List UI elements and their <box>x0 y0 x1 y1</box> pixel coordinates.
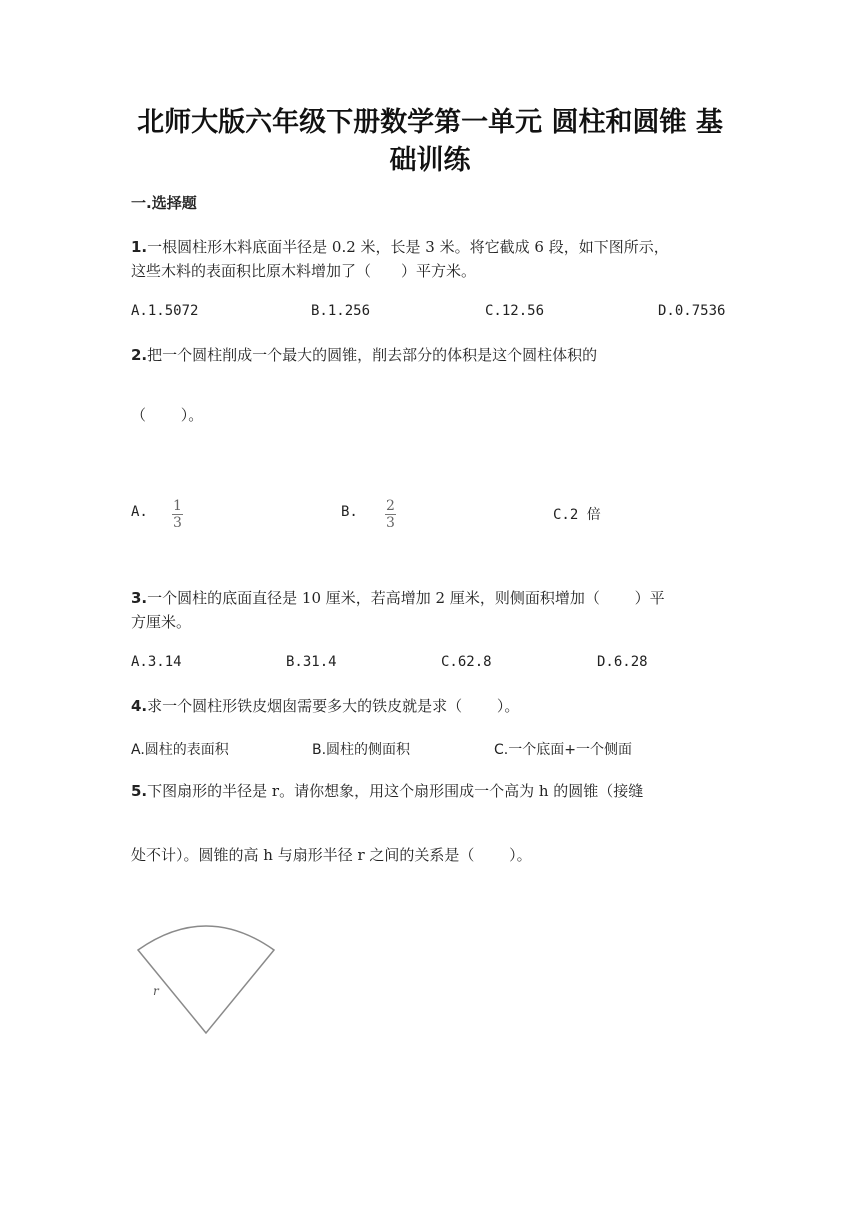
question-text: 一根圆柱形木料底面半径是 0.2 米，长是 3 米。将它截成 6 段，如下图所示， <box>147 238 669 256</box>
document-title <box>100 104 760 180</box>
question-text: 这些木料的表面积比原木料增加了（ ）平方米。 <box>131 262 477 280</box>
fraction-two-thirds <box>385 495 396 530</box>
question-text: 一个圆柱的底面直径是 10 厘米，若高增加 2 厘米，则侧面积增加（ ）平 <box>147 589 665 607</box>
option-c[interactable]: C.12.56 <box>485 303 545 319</box>
question-1 <box>131 235 731 283</box>
section-heading: 一.选择题 <box>131 194 197 212</box>
question-2 <box>131 343 731 367</box>
option-d[interactable]: D.6.28 <box>597 654 648 670</box>
sector-outline <box>138 926 274 1033</box>
title-line-1: 北师大版六年级下册数学第一单元 圆柱和圆锥 基 <box>137 107 723 138</box>
question-3 <box>131 586 731 634</box>
fraction-numerator: 1 <box>173 498 182 514</box>
question-text: 下图扇形的半径是 r。请你想象，用这个扇形围成一个高为 h 的圆锥（接缝 <box>147 782 644 800</box>
option-a[interactable]: A.1.5072 <box>131 303 199 319</box>
question-number: 5. <box>131 782 148 800</box>
option-b[interactable] <box>341 504 358 520</box>
question-5 <box>131 779 731 803</box>
question-text: 处不计）。圆锥的高 h 与扇形半径 r 之间的关系是（ ）。 <box>131 846 532 864</box>
question-number: 4. <box>131 697 148 715</box>
option-label: B. <box>341 504 358 520</box>
sector-figure <box>130 920 280 1040</box>
question-text: （ ）。 <box>131 406 204 424</box>
fraction-one-third <box>172 495 183 530</box>
option-a[interactable]: A.3.14 <box>131 654 182 670</box>
fraction-numerator: 2 <box>386 498 395 514</box>
option-b[interactable]: B.31.4 <box>286 654 337 670</box>
option-b[interactable]: B.圆柱的侧面积 <box>312 742 411 758</box>
option-b[interactable]: B.1.256 <box>311 303 371 319</box>
radius-label: r <box>153 984 159 998</box>
option-c[interactable]: C.2 倍 <box>553 507 601 523</box>
option-d[interactable]: D.0.7536 <box>658 303 726 319</box>
question-number: 3. <box>131 589 148 607</box>
question-number: 2. <box>131 346 148 364</box>
fraction-denominator: 3 <box>386 515 395 531</box>
option-a[interactable] <box>131 504 148 520</box>
question-4 <box>131 694 731 718</box>
option-c[interactable]: C.一个底面+一个侧面 <box>494 742 632 758</box>
fraction-denominator: 3 <box>173 515 182 531</box>
option-a[interactable]: A.圆柱的表面积 <box>131 742 229 758</box>
option-c[interactable]: C.62.8 <box>441 654 492 670</box>
question-text: 把一个圆柱削成一个最大的圆锥，削去部分的体积是这个圆柱体积的 <box>147 346 598 364</box>
question-text: 方厘米。 <box>131 613 192 631</box>
question-text: 求一个圆柱形铁皮烟囱需要多大的铁皮就是求（ ）。 <box>147 697 520 715</box>
option-label: A. <box>131 504 148 520</box>
title-line-2: 础训练 <box>389 145 471 176</box>
question-number: 1. <box>131 238 148 256</box>
